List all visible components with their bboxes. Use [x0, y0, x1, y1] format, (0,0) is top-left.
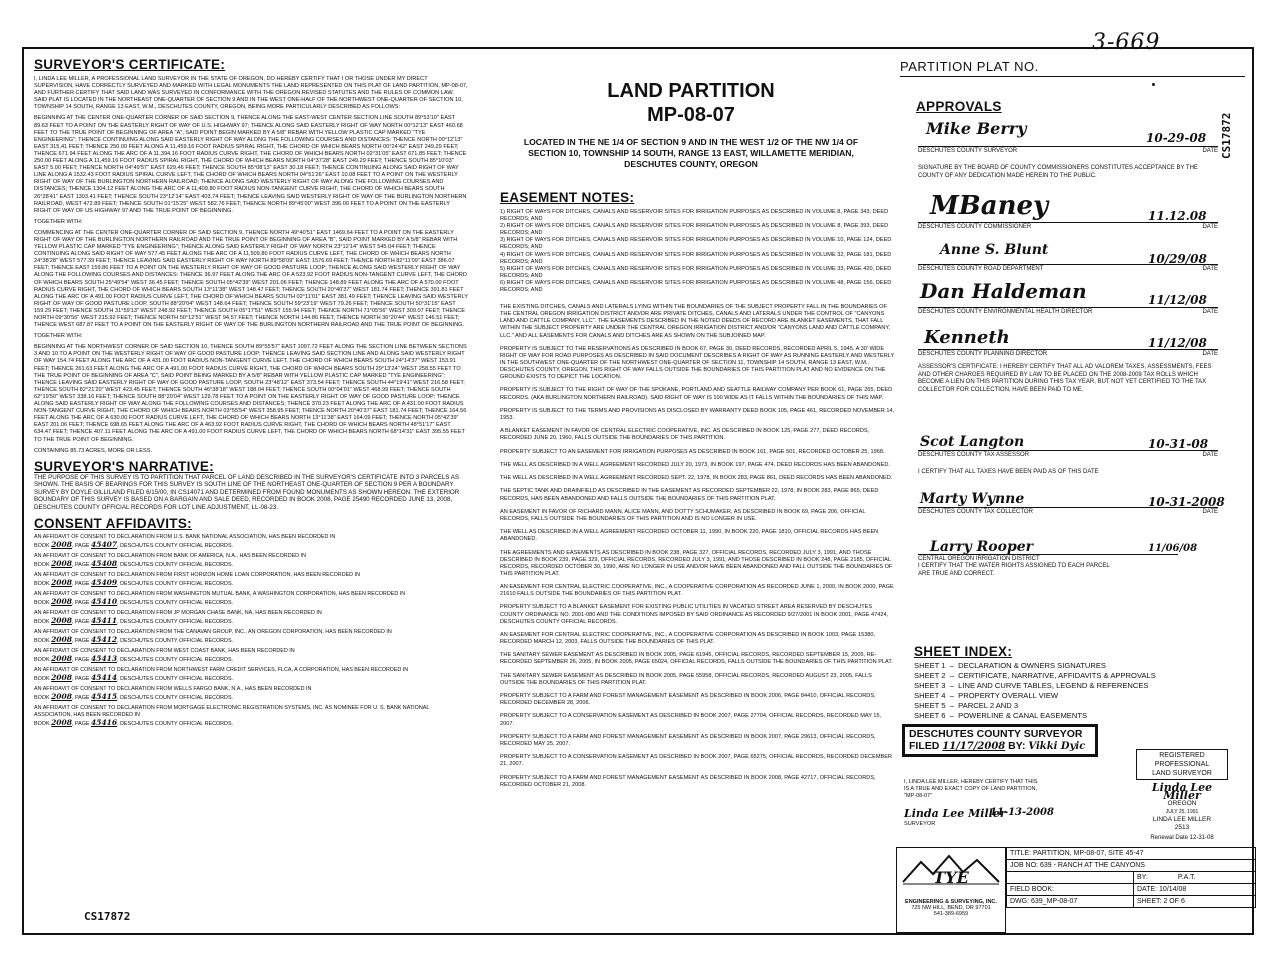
seal-name: LINDA LEE MILLER [1152, 816, 1212, 823]
registered-surveyor-box [1136, 749, 1228, 780]
road-signature: Anne S. Blunt [940, 242, 1049, 258]
certificate-area-a: BEGINNING AT THE CENTER ONE-QUARTER CORNER OF SAID SECTION 9, THENCE ALONG THE EAST-WEST CENTER SECTION LINE SOUTH 89°53'10" EAST 89.63 FEET TO A POINT ON THE EASTERLY RIGHT OF WAY OF U.S. HIGHWAY 97; THENCE ALONG SAID EASTERLY RIGHT OF WAY NORTH 00°12'13" EAST 460.68 FEET TO THE TRUE POINT OF BEGINNING OF AREA "A", SAID POINT BEGIN MARKED BY A 5/8" REBAR WITH YELLOW PLASTIC CAP MARKED "TYE ENGINEERING"; THENCE CONTINUING ALONG SAID EASTERLY RIGHT OF WAY ALONG THE FOLLOWING COURSES AND DISTANCES: THENCE NORTH 00°12'13" EAST 315.41 FEET; THENCE 250.00 FEET ALONG A 11,459.16 FOOT RADIUS SPIRAL RIGHT, THE CHORD OF WHICH BEARS NORTH 00°24'42" EAST 249.29 FEET; THENCE 671.94 FEET ALONG THE ARC OF A 11,394.16 FOOT RADIUS CURVE RIGHT, THE CHORD OF WHICH BEARS NORTH 02°31'05" EAST 671.85 FEET; THENCE 250.00 FEET ALONG A 11,459.16 FOOT RADIUS SPIRAL RIGHT, THE CHORD OF WHICH BEARS NORTH 04°37'28" EAST 249.29 FEET; THENCE SOUTH 85°10'03" EAST 5.00 FEET; THENCE NORTH 04°49'57" EAST 629.46 FEET; THENCE SOUTH 85°08'13" EAST 30.18 FEET; THENCE CONTINUING ALONG SAID RIGHT OF WAY LINE ALONG A 1532.43 FOOT RADIUS SPIRAL CURVE LEFT, THE CHORD OF WHICH BEARS NORTH 04°51'26" EAST 10.08 FEET TO A POINT ON THE WESTERLY RIGHT OF WAY OF THE BURLINGTON NORTHERN RAILROAD; THENCE ALONG SAID WESTERLY RIGHT OF WAY ALONG THE FOLLOWING COURSES AND DISTANCES; THENCE 1304.12 FEET ALONG THE ARC OF A 11,409.80 FOOT RADIUS NON-TANGENT CURVE RIGHT, THE CHORD OF WHICH BEARS SOUTH 26°28'41" EAST 1303.41 FEET; THENCE SOUTH 23°12'14" EAST 403.74 FEET; THENCE LEAVING SAID WESTERLY RIGHT OF WAY OF THE BURLINGTON NORTHERN RAILROAD, WEST 472.89 FEET; THENCE SOUTH 01°15'25" WEST 582.76 FEET; THENCE NORTH 89°45'00" WEST 396.00 FEET TO A POINT ON THE EASTERLY RIGHT OF WAY OF US HIGHWAY 97 AND THE TRUE POINT OF BEGINNING. [34, 115, 467, 214]
affidavit-item: AN AFFIDAVIT OF CONSENT TO DECLARATION FROM WELLS FARGO BANK, N.A., HAS BEEN RECORDED IN BOOK 2008, PAGE 45415, DESCHUTES COUNTY OFFICIAL RECORDS. [34, 685, 312, 701]
surveyor-signature-line [918, 146, 1218, 155]
affidavit-page: 45407 [91, 539, 118, 549]
water-rights-text: I CERTIFY THAT THE WATER RIGHTS ASSIGNED TO EACH PARCEL ARE TRUE AND CORRECT. [918, 563, 1110, 577]
easement-paragraph: PROPERTY SUBJECT TO A CONSERVATION EASEMENT AS DESCRIBED IN BOOK 2007, PAGE 27704, OFFICIAL RECORDS, RECORDED MAY 15, 2007. [500, 713, 882, 727]
assessor-text: ASSESSOR'S CERTIFICATE: I HEREBY CERTIFY THAT ALL AD VALOREM TAXES, ASSESSMENTS, FEES AND OTHER CHARGES REQUIRED BY LAW TO BE PLACED ON THE 2008-2009 TAX ROLLS WHICH BECOME A LIEN ON THIS PARTITION DURING THIS TAX YEAR, BUT NOT YET CERTIFIED TO THE TAX COLLECTOR FOR COLLECTION, HAVE BEEN PAID TO ME. [918, 364, 1212, 393]
tb-by [1134, 872, 1256, 884]
easement-numbered-list [500, 209, 896, 294]
easement-paragraph: PROPERTY IS SUBJECT TO THE RIGHT OF WAY OF THE SPOKANE, PORTLAND AND SEATTLE RAILWAY COMPANY PER BOOK 61, PAGE 265, DEED RECORDS. (AKA BURLINGTON NORTHERN RAILROAD). SAID RIGHT OF WAY IS 100 WIDE AS IT FALLS WITHIN THE BOUNDARIES OF THIS MAP. [500, 387, 893, 401]
commissioner-label: DESCHUTES COUNTY COMMISSIONER [918, 224, 1032, 230]
tb-field-book: FIELD BOOK: [1007, 884, 1134, 896]
drawing-number: 3-669 [1092, 30, 1161, 55]
env-health-label: DESCHUTES COUNTY ENVIRONMENTAL HEALTH DIRECTOR [918, 309, 1093, 315]
date-label: DATE [1202, 452, 1218, 458]
easement-paragraph: PROPERTY SUBJECT TO A FARM AND FOREST MANAGEMENT EASEMENT AS DESCRIBED IN BOOK 2006, PAGE 84410, OFFICIAL RECORDS, RECORDED DECEMBER 28, 2006. [500, 693, 876, 707]
easement-note-item: 6) RIGHT OF WAYS FOR DITCHES, CANALS AND RESERVOIR SITES FOR IRRIGATION PURPOSES AS DESCRIBED IN VOLUME 48, PAGE 156, DEED RECORDS; AND [500, 279, 892, 294]
affidavit-tail: DESCHUTES COUNTY OFFICIAL RECORDS. [120, 542, 234, 549]
easement-paragraph: AN EASEMENT FOR CENTRAL ELECTRIC COOPERATIVE, INC., A COOPERATIVE CORPORATION AS RECORDED JUNE 1, 2000, IN BOOK 2000, PAGE 21610 FALLS OUTSIDE THE BOUNDARIES OF THIS PARTITION PLAT. [500, 584, 894, 598]
affidavit-page: 45413 [91, 653, 118, 663]
affidavit-page: 45410 [91, 596, 118, 606]
easement-paragraph: PROPERTY SUBJECT TO A BLANKET EASEMENT FOR EXISTING PUBLIC UTILITIES IN VACATED STREET AREA RESERVED BY DESCHUTES COUNTY ORDINANCE NO. 2001-080 AND THE CONDITIONS IMPOSED BY SAID ORDINANCE AS RECORDED 9/27/2001 IN BOOK 2001, PAGE 47424, DESCHUTES COUNTY OFFICIAL RECORDS. [500, 604, 889, 625]
affidavit-tail: DESCHUTES COUNTY OFFICIAL RECORDS. [120, 637, 234, 644]
irrigation-signature-line [918, 554, 1178, 563]
affidavit-book: 2008 [51, 672, 72, 682]
affidavit-tail: DESCHUTES COUNTY OFFICIAL RECORDS. [120, 561, 234, 568]
env-health-signature: Dan Haldeman [920, 279, 1087, 303]
cs-number-bottom: CS17872 [84, 910, 131, 923]
surveyor-date-value: 10-29-08 [1146, 131, 1207, 145]
true-copy-signature: Linda Lee Miller [904, 807, 1006, 820]
sheet-index-item: SHEET 3 – LINE AND CURVE TABLES, LEGEND & REFERENCES [914, 681, 1149, 690]
affidavit-page: 45408 [91, 558, 118, 568]
affidavit-lead: AN AFFIDAVIT OF CONSENT TO DECLARATION FROM WASHINGTON MUTUAL BANK, A WASHINGTON CORPORATION, HAS BEEN RECORDED IN [34, 590, 406, 597]
affidavit-lead: AN AFFIDAVIT OF CONSENT TO DECLARATION FROM MORTGAGE ELECTRONIC REGISTRATION SYSTEMS, INC. AS NOMINEE FOR U. S. BANK NATIONAL ASSOCIATION, HAS BEEN RECORDED IN [34, 704, 430, 718]
approvals-heading: APPROVALS [916, 99, 1002, 114]
plat-number-dot [1152, 83, 1155, 86]
tb-blank [1007, 872, 1134, 884]
firm-name: ENGINEERING & SURVEYING, INC. [905, 899, 997, 905]
easement-paragraph: PROPERTY SUBJECT TO A FARM AND FOREST MANAGEMENT EASEMENT AS DESCRIBED IN BOOK 2007, PAGE 29613, OFFICIAL RECORDS, RECORDED MAY 25, 2007. [500, 733, 876, 747]
sheet-index-list [914, 661, 1234, 721]
collector-signature: Marty Wynne [920, 491, 1025, 507]
sheet-index-item: SHEET 5 – PARCEL 2 AND 3 [914, 701, 1019, 710]
easement-paragraph: AN EASEMENT IN FAVOR OF RICHARD MANN, ALICE MANN, AND DOTTY SCHUMAKER, AS DESCRIBED IN BOOK 69, PAGE 206, OFFICIAL RECORDS, FALLS OUTSIDE THE BOUNDARIES OF THIS PARTITION AND IS NO LONGER IN USE. [500, 508, 866, 522]
surveyors-certificate-heading: SURVEYOR'S CERTIFICATE: [34, 57, 226, 72]
env-health-signature-line [918, 307, 1218, 316]
sheet-index-item: SHEET 2 – CERTIFICATE, NARRATIVE, AFFIDAVITS & APPROVALS [914, 671, 1156, 680]
affidavit-book: 2008 [51, 577, 72, 587]
filed-stamp [902, 724, 1098, 757]
together-with-1: TOGETHER WITH: [34, 218, 83, 225]
plat-location: LOCATED IN THE NE 1/4 OF SECTION 9 AND IN THE WEST 1/2 OF THE NW 1/4 OF SECTION 10, TOWNSHIP 14 SOUTH, RANGE 13 EAST, WILLAMETTE MERIDIAN, DESCHUTES COUNTY, OREGON [523, 137, 859, 169]
irrigation-date-value: 11/06/08 [1148, 543, 1198, 554]
stamp-filed-label: FILED [909, 740, 940, 752]
easement-paragraph: THE WELL AS DESCRIBED IN A WELL AGREEMENT RECORDED OCTOBER 11, 1990, IN BOOK 220, PAGE 1810, OFFICIAL RECORDS HAS BEEN ABANDONED. [500, 529, 879, 543]
plat-title: LAND PARTITION [607, 80, 775, 102]
plat-number-label: PARTITION PLAT NO. [900, 59, 1039, 74]
certificate-area-b: COMMENCING AT THE CENTER ONE-QUARTER CORNER OF SAID SECTION 9, THENCE NORTH 49°40'51" EAST 1469.64 FEET TO A POINT ON THE EASTERLY RIGHT OF WAY OF THE BURLINGTON NORTHERN RAILROAD AND THE TRUE POINT OF BEGINNING OF AREA "B", SAID POINT MARKED BY A 5/8" REBAR WITH YELLOW PLASTIC CAP MARKED "TYE ENGINEERING"; THENCE ALONG SAID EASTERLY RIGHT OF WAY NORTH 23°12'14" WEST 545.04 FEET; THENCE CONTINUING ALONG SAID RIGHT OF WAY 577.45 FEET ALONG THE ARC OF A 11,509.80 FOOT RADIUS CURVE LEFT, THE CHORD OF WHICH BEARS NORTH 24°38'28" WEST 577.39 FEET; THENCE LEAVING SAID EASTERLY RIGHT OF WAY NORTH 89°58'09" EAST 1576.69 FEET; THENCE NORTH 82°11'09" EAST 386.07 FEET; THENCE EAST 159.86 FEET TO A POINT ON THE WESTERLY RIGHT OF WAY OF GOOD PASTURE LOOP; THENCE ALONG SAID WESTERLY RIGHT OF WAY ALONG THE FOLLOWING COURSES AND DISTANCES: THENCE 36.97 FEET ALONG THE ARC OF A 523.92 FOOT RADIUS NON-TANGENT CURVE LEFT, THE CHORD OF WHICH BEARS SOUTH 25°49'54" WEST 36.45 FEET; THENCE SOUTH 05°42'39" WEST 201.06 FEET; THENCE 148.89 FEET ALONG THE ARC OF A 570.00 FOOT RADIUS CURVE RIGHT, THE CHORD OF WHICH BEARS SOUTH 13°11'38" WEST 148.47 FEET; THENCE SOUTH 20°40'37" WEST 181.74 FEET; THENCE 391.81 FEET ALONG THE ARC OF A 491.00 FOOT RADIUS CURVE LEFT, THE CHORD OF WHICH BEARS SOUTH 02°11'01" EAST 381.49 FEET; THENCE LEAVING SAID WESTERLY RIGHT OF WAY OF GOOD PASTURE LOOP, SOUTH 88°20'04" WEST 148.64 FEET; THENCE SOUTH 59°23'19" WEST 79.26 FEET; THENCE SOUTH 50°31'15" EAST 159.29 FEET; THENCE SOUTH 31°59'13" WEST 248.92 FEET; THENCE SOUTH 05°17'51" WEST 155.94 FEET; THENCE NORTH 71°05'56" WEST 309.07 FEET; THENCE NORTH 09°30'56" WEST 215.92 FEET; THENCE NORTH 50°12'51" WEST 94.57 FEET; THENCE NORTH 144.86 FEET; THENCE NORTH 36°20'44" WEST 146.51 FEET; THENCE WEST 687.87 FEET TO A POINT ON THE EASTERLY RIGHT OF WAY OF THE BURLINGTON NORTHERN RAILROAD AND THE TRUE POINT OF BEGINNING. [34, 229, 468, 329]
assessor-date-value: 10-31-08 [1148, 437, 1209, 451]
plat-sheet [22, 47, 1254, 935]
affidavit-book: 2008 [51, 596, 72, 606]
plat-number-rule [900, 76, 1245, 77]
affidavit-item: AN AFFIDAVIT OF CONSENT TO DECLARATION FROM WASHINGTON MUTUAL BANK, A WASHINGTON CORPORATION, HAS BEEN RECORDED IN BOOK 2008, PAGE 45410, DESCHUTES COUNTY OFFICIAL RECORDS. [34, 590, 406, 606]
affidavit-lead: AN AFFIDAVIT OF CONSENT TO DECLARATION FROM NORTHWEST FARM CREDIT SERVICES, FLCA, A CORPORATION, HAS BEEN RECORDED IN [34, 666, 409, 673]
assessor-signature-line [918, 450, 1218, 459]
seal-state: OREGON [1167, 800, 1197, 807]
tb-title: TITLE: PARTITION, MP-08-07, SITE 45-47 [1007, 848, 1256, 860]
tb-date: DATE: 10/14/08 [1134, 884, 1256, 896]
professional-line: PROFESSIONAL [1154, 761, 1210, 768]
certificate-area-c: BEGINNING AT THE NORTHWEST CORNER OF SAID SECTION 10, THENCE SOUTH 89°55'57" EAST 1097.72 FEET ALONG THE SECTION LINE BETWEEN SECTIONS 3 AND 10 TO A POINT ON THE WESTERLY RIGHT OF WAY OF GOOD PASTURE LOOP; THENCE LEAVING SAID SECTION LINE AND ALONG SAID WESTERLY RIGHT OF WAY 154.74 FEET ALONG THE ARC OF A 431.00 FOOT RADIUS NON-TANGENT CURVE LEFT, THE CHORD OF WHICH BEARS SOUTH 24°14'37" WEST 153.91 FEET; THENCE 261.63 FEET ALONG THE ARC OF A 491.00 FOOT RADIUS CURVE RIGHT, THE CHORD OF WHICH BEARS SOUTH 29°13'24" WEST 258.55 FEET TO THE TRUE POINT OF BEGINNING OF AREA "C", SAID POINT BEING MARKED BY A 5/8" REBAR WITH YELLOW PLASTIC CAP MARKED "TYE ENGINEERING"; THENCE LEAVING SAID EASTERLY RIGHT OF WAY OF GOOD PASTURE LOOP, SOUTH 23°48'12" EAST 373.54 FEET; THENCE SOUTH 44°19'41" WEST 216.58 FEET; THENCE SOUTH 82°21'20" WEST 423.45 FEET; THENCE SOUTH 46°38'18" WEST 188.04 FEET; THENCE SOUTH 00°04'01" WEST 468.99 FEET; THENCE SOUTH 62°19'50" WEST 338.16 FEET; THENCE SOUTH 88°20'04" WEST 129.78 FEET TO A POINT ON THE EASTERLY RIGHT OF WAY OF GOOD PASTURE LOOP; THENCE ALONG SAID EASTERLY RIGHT OF WAY ALONG THE FOLLOWING COURSES AND DISTANCES; THENCE 370.23 FEET ALONG THE ARC OF A 431.00 FOOT RADIUS NON-TANGENT CURVE RIGHT, THE CHORD OF WHICH BEARS NORTH 03°55'54" WEST 358.95 FEET; THENCE NORTH 20°40'37" EAST 181.74 FEET; THENCE 164.56 FEET ALONG THE ARC OF A 630.00 FOOT RADIUS CURVE LEFT, THE CHORD OF WHICH BEARS NORTH 13°11'38" EAST 164.09 FEET; THENCE NORTH 05°42'39" EAST 201.06 FEET; THENCE 698.65 FEET ALONG THE ARC OF A 463.92 FOOT RADIUS CURVE RIGHT, THE CHORD OF WHICH BEARS NORTH 48°51'17" EAST 634.47 FEET; THENCE 407.11 FEET ALONG THE ARC OF A 491.00 FOOT RADIUS CURVE LEFT, THE CHORD OF WHICH BEARS NORTH 68°14'31" EAST 395.55 FEET TO THE TRUE POINT OF BEGINNING. [34, 344, 467, 443]
commissioner-signature-line [918, 222, 1218, 231]
collector-signature-line [918, 507, 1218, 516]
true-copy-date: 11-13-2008 [990, 807, 1054, 818]
right-column [890, 49, 1256, 935]
firm-logo-block [896, 847, 1006, 933]
road-date-value: 10/29/08 [1148, 252, 1207, 266]
narrative-text: THE PURPOSE OF THIS SURVEY IS TO PARTITION THAT PARCEL OF LAND DESCRIBED IN THE SURVEYOR'S CERTIFICATE INTO 3 PARCELS AS SHOWN. THE BASIS OF BEARINGS FOR THIS SURVEY IS SOUTH LINE OF THE NORTHEAST ONE-QUARTER OF SECTION 9 PER A BOUNDARY SURVEY BY DOYLE GILLILAND FILED 6/15/00, IN CS14071 AND DETERMINED FROM FOUND MONUMENTS AS SHOWN HEREON. THE EXTERIOR BOUNDARY OF THIS SURVEY IS BASED ON A BARGAIN AND SALE DEED, RECORDED IN BOOK 2008, PAGE 25490 RECORDED JUNE 13, 2008, DESCHUTES COUNTY OFFICIAL RECORDS FOR LOT LINE ADJUSTMENT, LL-08-23. [34, 473, 460, 512]
affidavits-heading: CONSENT AFFIDAVITS: [34, 515, 192, 531]
affidavit-tail: DESCHUTES COUNTY OFFICIAL RECORDS. [120, 720, 234, 727]
stamp-office: DESCHUTES COUNTY SURVEYOR [909, 728, 1083, 740]
tb-dwg: DWG: 639_MP-08-07 [1007, 896, 1134, 908]
seal-signature: Linda Lee Miller [1151, 781, 1213, 802]
date-label: DATE [1202, 266, 1218, 272]
affidavit-book: 2008 [51, 717, 72, 727]
bocc-text: SIGNATURE BY THE BOARD OF COUNTY COMMISSIONERS CONSTITUTES ACCEPTANCE BY THE COUNTY OF ANY DEDICATION MADE HEREIN TO THE PUBLIC. [918, 165, 1198, 179]
affidavit-book: 2008 [51, 634, 72, 644]
tb-job: JOB NO: 639 - RANCH AT THE CANYONS [1007, 860, 1256, 872]
date-label: DATE [1202, 148, 1218, 154]
collector-label: DESCHUTES COUNTY TAX COLLECTOR [918, 509, 1033, 515]
surveyor-seal [1136, 781, 1228, 842]
stamp-date: 11/17/2008 [942, 741, 1006, 752]
affidavit-page: 45412 [91, 634, 118, 644]
firm-address: 725 NW HILL, BEND, OR 97701 [911, 905, 991, 911]
affidavit-tail: DESCHUTES COUNTY OFFICIAL RECORDS. [120, 675, 234, 682]
easement-note-item: 2) RIGHT OF WAYS FOR DITCHES, CANALS AND RESERVOIR SITES FOR IRRIGATION PURPOSES AS DESCRIBED IN VOLUME 8, PAGE 393, DEED RECORDS; AND [500, 223, 889, 237]
registered-line: REGISTERED [1159, 752, 1205, 759]
planning-label: DESCHUTES COUNTY PLANNING DIRECTOR [918, 351, 1048, 357]
cs-number-side: CS17872 [1220, 112, 1233, 159]
affidavit-book: 2008 [51, 539, 72, 549]
easement-note-item: 5) RIGHT OF WAYS FOR DITCHES, CANALS AND RESERVOIR SITES FOR IRRIGATION PURPOSES AS DESCRIBED IN VOLUME 33, PAGE 420, DEED RECORDS; AND [500, 265, 892, 279]
date-label: DATE [1202, 224, 1218, 230]
affidavit-book: 2008 [51, 558, 72, 568]
sheet-index-item: SHEET 4 – PROPERTY OVERALL VIEW [914, 691, 1059, 700]
easement-notes-heading: EASEMENT NOTES: [500, 190, 635, 205]
easement-paragraph: PROPERTY SUBJECT TO A CONSERVATION EASEMENT AS DESCRIBED IN BOOK 2007, PAGE 65275, OFFICIAL RECORDS, RECORDED DECEMBER 21, 2007. [500, 754, 892, 768]
tb-by-label: BY: [1137, 874, 1148, 881]
certificate-intro: I, LINDA LEE MILLER, A PROFESSIONAL LAND SURVEYOR IN THE STATE OF OREGON, DO HEREBY CERTIFY THAT I OR THOSE UNDER MY DIRECT SUPERVISION, HAVE CORRECTLY SURVEYED AND MARKED WITH LEGAL MONUMENTS THE LAND REPRESENTED ON THIS PLAT OF LAND PARTITION, MP-08-07, AND FURTHER CERTIFY THAT SAID LAND WAS SURVEYED IN CONFORMANCE WITH THE OREGON REVISED STATUTES AND THE RULES OF COMMON LAW. SAID PLAT IS LOCATED IN THE NORTHEAST ONE-QUARTER OF SECTION 9 AND IN THE WEST ONE-HALF OF THE NORTHWEST ONE-QUARTER OF SECTION 10, TOWNSHIP 14 SOUTH, RANGE 13 EAST, W.M., DESCHUTES COUNTY, OREGON, BEING MORE PARTICULARLY DESCRIBED AS FOLLOWS: [34, 76, 468, 111]
easement-note-item: 1) RIGHT OF WAYS FOR DITCHES, CANALS AND RESERVOIR SITES FOR IRRIGATION PURPOSES AS DESCRIBED IN VOLUME 8, PAGE 343, DEED RECORDS; AND [500, 209, 889, 223]
affidavit-lead: AN AFFIDAVIT OF CONSENT TO DECLARATION FROM U.S. BANK NATIONAL ASSOCIATION, HAS BEEN RECORDED IN [34, 533, 336, 540]
affidavit-tail: DESCHUTES COUNTY OFFICIAL RECORDS. [120, 580, 234, 587]
affidavit-lead: AN AFFIDAVIT OF CONSENT TO DECLARATION FROM JP MORGAN CHASE BANK, NA, HAS BEEN RECORDED IN [34, 609, 322, 616]
affidavit-lead: AN AFFIDAVIT OF CONSENT TO DECLARATION FROM THE CANAVAN GROUP, INC., AN OREGON CORPORATION, HAS BEEN RECORDED IN [34, 628, 392, 635]
easement-paragraph: PROPERTY IS SUBJECT TO THE TERMS AND PROVISIONS AS DISCLOSED BY WARRANTY DEED BOOK 105, PAGE 461, RECORDED NOVEMBER 14, 1953. [500, 407, 895, 421]
affidavit-page: 45414 [91, 672, 118, 682]
title-block-table [1006, 847, 1256, 908]
irrigation-label: CENTRAL OREGON IRRIGATION DISTRICT [918, 556, 1040, 562]
plat-number: MP-08-07 [647, 104, 735, 126]
easement-paragraph: THE WELL AS DESCRIBED IN A WELL AGREEMENT RECORDED JULY 20, 1973, IN BOOK 197, PAGE 474, DEED RECORDS HAS BEEN ABANDONED. [500, 461, 890, 468]
planning-signature-line [918, 349, 1218, 358]
together-with-2: TOGETHER WITH: [34, 333, 83, 340]
assessor-label: DESCHUTES COUNTY TAX ASSESSOR [918, 452, 1030, 458]
left-column [24, 49, 474, 923]
seal-number: 2513 [1174, 824, 1190, 831]
affidavit-book: 2008 [51, 653, 72, 663]
date-label: DATE [1202, 309, 1218, 315]
easement-note-item: 3) RIGHT OF WAYS FOR DITCHES, CANALS AND RESERVOIR SITES FOR IRRIGATION PURPOSES AS DESCRIBED IN VOLUME 10, PAGE 124, DEED RECORDS; AND [500, 237, 892, 251]
collector-date-value: 10-31-2008 [1148, 495, 1225, 509]
easement-note-item: 4) RIGHT OF WAYS FOR DITCHES, CANALS AND RESERVOIR SITES FOR IRRIGATION PURPOSES AS DESCRIBED IN VOLUME 32, PAGE 181, DEED RECORDS; AND [500, 251, 892, 265]
irrigation-signature: Larry Rooper [930, 539, 1034, 555]
stamp-by-label: BY: [1008, 740, 1026, 752]
commissioner-signature: MBaney [930, 191, 1049, 221]
road-signature-line [918, 264, 1218, 273]
planning-date-value: 11/12/08 [1148, 336, 1207, 350]
easement-paragraph: THE SANITARY SEWER EASEMENT AS DESCRIBED IN BOOK 2005, PAGE 55958, OFFICIAL RECORDS, RECORDED AUGUST 23, 2005, FALLS OUTSIDE THE BOUNDARIES OF THIS PARTITION PLAT. [500, 672, 872, 686]
sheet-index-item: SHEET 6 – POWERLINE & CANAL EASEMENTS [914, 711, 1088, 720]
surveyor-signature: Mike Berry [926, 119, 1027, 138]
affidavit-page: 45415 [91, 691, 118, 701]
easement-paragraph: THE AGREEMENTS AND EASEMENTS AS DESCRIBED IN BOOK 238, PAGE 327, OFFICIAL RECORDS, RECORDED JULY 3, 1991, AND THOSE DESCRIBED IN BOOK 239, PAGE 329, OFFICIAL RECORDS, RECORDED JULY 3, 1991, AND THOSE DESCRIBED IN BOOK 248, PAGE 2185, OFFICIAL RECORDS, RECORDED OCTOBER 30, 1990, ARE NO LONGER IN USE AND/OR HAVE BEEN ABANDONED AND FALL OUTSIDE THE BOUNDARIES OF THIS PARTITION PLAT. [500, 549, 893, 577]
surveyor-label: DESCHUTES COUNTY SURVEYOR [918, 148, 1018, 154]
affidavit-item: AN AFFIDAVIT OF CONSENT TO DECLARATION FROM BANK OF AMERICA, N.A., HAS BEEN RECORDED IN BOOK 2008, PAGE 45408, DESCHUTES COUNTY OFFICIAL RECORDS. [34, 552, 306, 568]
affidavit-item: AN AFFIDAVIT OF CONSENT TO DECLARATION FROM MORTGAGE ELECTRONIC REGISTRATION SYSTEMS, INC. AS NOMINEE FOR U. S. BANK NATIONAL ASSOCIATION, HAS BEEN RECORDED IN BOOK 2008, PAGE 45416, DESCHUTES COUNTY OFFICIAL RECORDS. [34, 704, 430, 727]
affidavit-tail: DESCHUTES COUNTY OFFICIAL RECORDS. [120, 618, 234, 625]
affidavit-item: AN AFFIDAVIT OF CONSENT TO DECLARATION FROM U.S. BANK NATIONAL ASSOCIATION, HAS BEEN RECORDED IN BOOK 2008, PAGE 45407, DESCHUTES COUNTY OFFICIAL RECORDS. [34, 533, 336, 549]
commissioner-date-value: 11.12.08 [1148, 209, 1207, 223]
date-label: DATE [1202, 509, 1218, 515]
firm-logo-text: TYE [933, 868, 969, 887]
seal-renewal: Renewal Date 12-31-08 [1150, 835, 1214, 841]
assessor-signature: Scot Langton [920, 434, 1025, 450]
affidavit-page: 45409 [91, 577, 118, 587]
true-copy-text: I, LINDA LEE MILLER, HEREBY CERTIFY THAT THIS IS A TRUE AND EXACT COPY OF LAND PARTITION, "MP-08-07" [904, 779, 1038, 799]
sheet-index-item: SHEET 1 – DECLARATION & OWNERS SIGNATURES [914, 661, 1106, 670]
easement-paragraphs [500, 304, 896, 789]
land-surveyor-line: LAND SURVEYOR [1152, 770, 1212, 777]
date-label: DATE [1202, 351, 1218, 357]
stamp-name: Vikki Dyic [1028, 741, 1086, 752]
easement-paragraph: PROPERTY SUBJECT TO A FARM AND FOREST MANAGEMENT EASEMENT AS DESCRIBED IN BOOK 2008, PAGE 42717, OFFICIAL RECORDS, RECORDED OCTOBER 21, 2008. [500, 774, 876, 788]
easement-paragraph: PROPERTY IS SUBJECT TO THE RESERVATIONS AS DESCRIBED IN BOOK 67, PAGE 30, DEED RECORDS, RECORDED APRIL 5, 1945. A 30' WIDE RIGHT OF WAY FOR ROAD PURPOSES AS DESCRIBED IN SAID DOCUMENT DESCRIBES A RIGHT OF WAY AS RUNNING EASTERLY AND WESTERLY IN THE SOUTHWEST ONE-QUARTER OF THE NORTHWEST ONE-QUARTER OF SECTION 11, TOWNSHIP 14 SOUTH, RANGE 13 EAST, W.M., DESCHUTES COUNTY, OREGON. THIS RIGHT OF WAY FALLS OUTSIDE THE BOUNDARIES OF THIS PARTITION PLAT AND NO EVIDENCE ON THE GROUND EXISTS TO DEPICT THE LOCATION. [500, 345, 895, 381]
acreage: CONTAINING 85.73 ACRES, MORE OR LESS. [34, 447, 153, 454]
planning-signature: Kenneth [924, 327, 1010, 348]
affidavit-lead: AN AFFIDAVIT OF CONSENT TO DECLARATION FROM FIRST HORIZON HOME LOAN CORPORATION, HAS BEEN RECORDED IN [34, 571, 360, 578]
tb-by-value: P.A.T. [1177, 874, 1196, 881]
affidavit-page: 45411 [91, 615, 118, 625]
affidavit-item: AN AFFIDAVIT OF CONSENT TO DECLARATION FROM THE CANAVAN GROUP, INC., AN OREGON CORPORATION, HAS BEEN RECORDED IN BOOK 2008, PAGE 45412, DESCHUTES COUNTY OFFICIAL RECORDS. [34, 628, 392, 644]
affidavit-item: AN AFFIDAVIT OF CONSENT TO DECLARATION FROM WEST COAST BANK, HAS BEEN RECORDED IN BOOK 2008, PAGE 45413, DESCHUTES COUNTY OFFICIAL RECORDS. [34, 647, 295, 663]
affidavit-page: 45416 [91, 717, 118, 727]
sheet-index-heading: SHEET INDEX: [914, 644, 1013, 659]
true-copy-role: SURVEYOR [904, 821, 936, 827]
middle-column [476, 49, 906, 795]
affidavit-tail: DESCHUTES COUNTY OFFICIAL RECORDS. [120, 599, 234, 606]
easement-paragraph: THE EXISTING DITCHES, CANALS AND LATERALS LYING WITHIN THE BOUNDARIES OF THE SUBJECT PROPERTY FALL IN THE BOUNDARIES OF THE CENTRAL OREGON IRRIGATION DISTRICT AND/OR ARE PRIVATE DITCHES, CANALS AND LATERALS UNDER THE CONTROL OF "CANYONS LAND AND CATTLE COMPANY, LLC". THE EASEMENTS DESCRIBED IN THE NOTED DEEDS OF RECORD ARE BLANKET EASEMENTS, THAT FALL WITHIN THE SUBJECT PROPERTY ARE UNDER THE CENTRAL OREGON IRRIGATION DISTRICT AND/OR "CANYONS LAND AND CATTLE COMPANY, LLC." AND ALL EASEMENTS FOR CANALS AND DITCHES ARE AS SHOWN ON THE SUBJOINED MAP. [500, 304, 890, 339]
easement-paragraph: AN EASEMENT FOR CENTRAL ELECTRIC COOPERATIVE, INC., A COOPERATIVE CORPORATION AS DESCRIBED IN BOOK 1003, PAGE 15380, RECORDED MARCH 12, 2003, FALLS OUTSIDE THE BOUNDARIES OF THIS PLAT. [500, 631, 876, 646]
stamp-row [909, 740, 1091, 753]
env-health-date-value: 11/12/08 [1148, 293, 1207, 307]
affidavit-tail: DESCHUTES COUNTY OFFICIAL RECORDS. [120, 656, 234, 663]
easement-paragraph: THE WELL AS DESCRIBED IN A WELL AGREEMENT RECORDED SEPT. 22, 1978, IN BOOK 283, PAGE 861, DEED RECORDS HAS BEEN ABANDONED. [500, 475, 893, 482]
tb-sheet: SHEET: 2 OF 6 [1134, 896, 1256, 908]
affidavit-item: AN AFFIDAVIT OF CONSENT TO DECLARATION FROM FIRST HORIZON HOME LOAN CORPORATION, HAS BEEN RECORDED IN BOOK 2008, PAGE 45409, DESCHUTES COUNTY OFFICIAL RECORDS. [34, 571, 360, 587]
affidavit-item: AN AFFIDAVIT OF CONSENT TO DECLARATION FROM JP MORGAN CHASE BANK, NA, HAS BEEN RECORDED IN BOOK 2008, PAGE 45411, DESCHUTES COUNTY OFFICIAL RECORDS. [34, 609, 322, 625]
easement-paragraph: A BLANKET EASEMENT IN FAVOR OF CENTRAL ELECTRIC COOPERATIVE, INC. AS DESCRIBED IN BOOK 125, PAGE 277, DEED RECORDS, RECORDED JUNE 20, 1960, FALLS OUTSIDE THE BOUNDARIES OF THIS PARTITION. [500, 428, 870, 442]
affidavit-book: 2008 [51, 615, 72, 625]
easement-paragraph: THE SEPTIC TANK AND DRAINFIELD AS DESCRIBED IN THE EASEMENT AS RECORDED SEPTEMBER 22, 1978, IN BOOK 283, PAGE 865, DEED RECORDS, HAS BEEN ABANDONED AND FALLS OUTSIDE THE BOUNDARIES OF THIS PARTITION PLAT. [500, 488, 879, 502]
affidavit-tail: DESCHUTES COUNTY OFFICIAL RECORDS. [120, 694, 234, 701]
seal-date: JULY 25, 1991 [1165, 809, 1199, 815]
firm-phone: 541-389-6959 [933, 911, 969, 917]
affidavit-list [34, 534, 468, 728]
easement-paragraph: PROPERTY SUBJECT TO AN EASEMENT FOR IRRIGATION PURPOSES AS DESCRIBED IN BOOK 161, PAGE 501, RECORDED OCTOBER 25, 1968. [500, 448, 885, 455]
taxes-paid-text: I CERTIFY THAT ALL TAXES HAVE BEEN PAID AS OF THIS DATE [918, 469, 1099, 475]
affidavit-lead: AN AFFIDAVIT OF CONSENT TO DECLARATION FROM WELLS FARGO BANK, N.A., HAS BEEN RECORDED IN [34, 685, 312, 692]
title-block-main [480, 79, 902, 170]
narrative-heading: SURVEYOR'S NARRATIVE: [34, 458, 215, 474]
affidavit-lead: AN AFFIDAVIT OF CONSENT TO DECLARATION FROM BANK OF AMERICA, N.A., HAS BEEN RECORDED IN [34, 552, 306, 559]
easement-paragraph: THE SANITARY SEWER EASEMENT AS DESCRIBED IN BOOK 2005, PAGE 61945, OFFICIAL RECORDS, RECORDED SEPTEMBER 15, 2005, RE-RECORDED SEPTEMBER 26, 2005, IN BOOK 2005, PAGE 65024, OFFICIAL RECORDS, FALLS OUTSIDE THE BOUNDARIES OF THIS PARTITION PLAT. [500, 652, 893, 666]
affidavit-item: AN AFFIDAVIT OF CONSENT TO DECLARATION FROM NORTHWEST FARM CREDIT SERVICES, FLCA, A CORPORATION, HAS BEEN RECORDED IN BOOK 2008, PAGE 45414, DESCHUTES COUNTY OFFICIAL RECORDS. [34, 666, 409, 682]
affidavit-book: 2008 [51, 691, 72, 701]
road-label: DESCHUTES COUNTY ROAD DEPARTMENT [918, 266, 1044, 272]
affidavit-lead: AN AFFIDAVIT OF CONSENT TO DECLARATION FROM WEST COAST BANK, HAS BEEN RECORDED IN [34, 647, 295, 654]
